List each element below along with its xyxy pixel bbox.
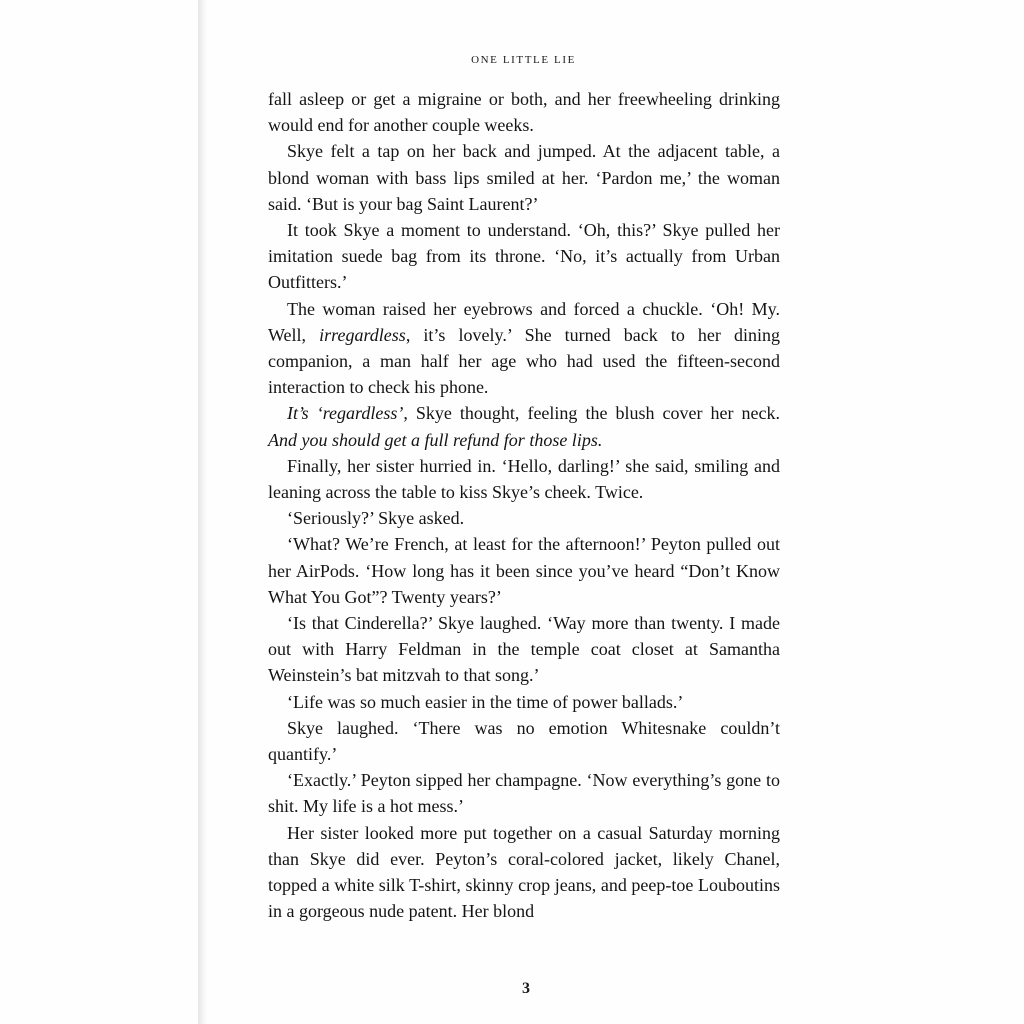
- paragraph: [268, 531, 780, 610]
- text-run: , it’s lovely.’ She turned back to her dining companion, a man half her age who had used the fifteen-second interaction to check his phone.: [268, 324, 780, 398]
- paragraph: [268, 453, 780, 505]
- paragraph: [268, 767, 780, 819]
- paragraph: [268, 400, 780, 452]
- text-run: fall asleep or get a migraine or both, and her freewheeling drinking would end for another couple weeks.: [268, 89, 780, 136]
- text-run: Finally, her sister hurried in. ‘Hello, darling!’ she said, smiling and leaning across the table to kiss Skye’s cheek. Twice.: [268, 455, 780, 503]
- paragraph: [268, 610, 780, 689]
- paragraph: [268, 820, 780, 925]
- gutter-shadow: [198, 0, 208, 1024]
- italic-text: And you should get a full refund for those lips.: [268, 429, 603, 450]
- paragraph: [268, 715, 780, 767]
- body-text: [268, 86, 780, 925]
- paragraph: [268, 86, 780, 138]
- paragraph: [268, 217, 780, 296]
- paragraph: [268, 138, 780, 217]
- text-run: Skye felt a tap on her back and jumped. At the adjacent table, a blond woman with bass lips smiled at her. ‘Pardon me,’ the woman said. ‘But is your bag Saint Laurent?’: [268, 141, 780, 214]
- paragraph: [268, 689, 780, 715]
- text-run: It took Skye a moment to understand. ‘Oh, this?’ Skye pulled her imitation suede bag from its throne. ‘No, it’s actually from Urban Outfitters.’: [268, 220, 780, 293]
- text-run: ‘Exactly.’ Peyton sipped her champagne. ‘Now everything’s gone to shit. My life is a hot mess.’: [268, 770, 780, 817]
- page-number: 3: [522, 980, 530, 997]
- italic-text: irregardless: [319, 324, 406, 345]
- running-head: ONE LITTLE LIE: [471, 54, 576, 66]
- text-run: ‘What? We’re French, at least for the afternoon!’ Peyton pulled out her AirPods. ‘How long has it been since you’ve heard “Don’t Know What You Got”? Twenty years?’: [268, 534, 780, 607]
- italic-text: It’s ‘regardless’: [287, 403, 404, 424]
- text-run: ‘Is that Cinderella?’ Skye laughed. ‘Way more than twenty. I made out with Harry Feldman in the temple coat closet at Samantha Weinstein’s bat mitzvah to that song.’: [268, 613, 780, 686]
- text-run: , Skye thought, feeling the blush cover her neck.: [403, 403, 780, 424]
- paragraph: [268, 505, 780, 531]
- text-run: The woman raised her eyebrows and forced a chuckle. ‘Oh! My. Well,: [268, 298, 780, 345]
- text-run: Her sister looked more put together on a casual Saturday morning than Skye did ever. Peyton’s coral-colored jacket, likely Chanel, topped a white silk T-shirt, skinny crop jeans, and peep-toe Louboutins in a gorgeous nude patent. Her blond: [268, 822, 780, 922]
- text-run: ‘Seriously?’ Skye asked.: [287, 508, 465, 529]
- text-run: ‘Life was so much easier in the time of power ballads.’: [287, 691, 684, 712]
- text-run: Skye laughed. ‘There was no emotion Whitesnake couldn’t quantify.’: [268, 717, 780, 765]
- paragraph: [268, 296, 780, 401]
